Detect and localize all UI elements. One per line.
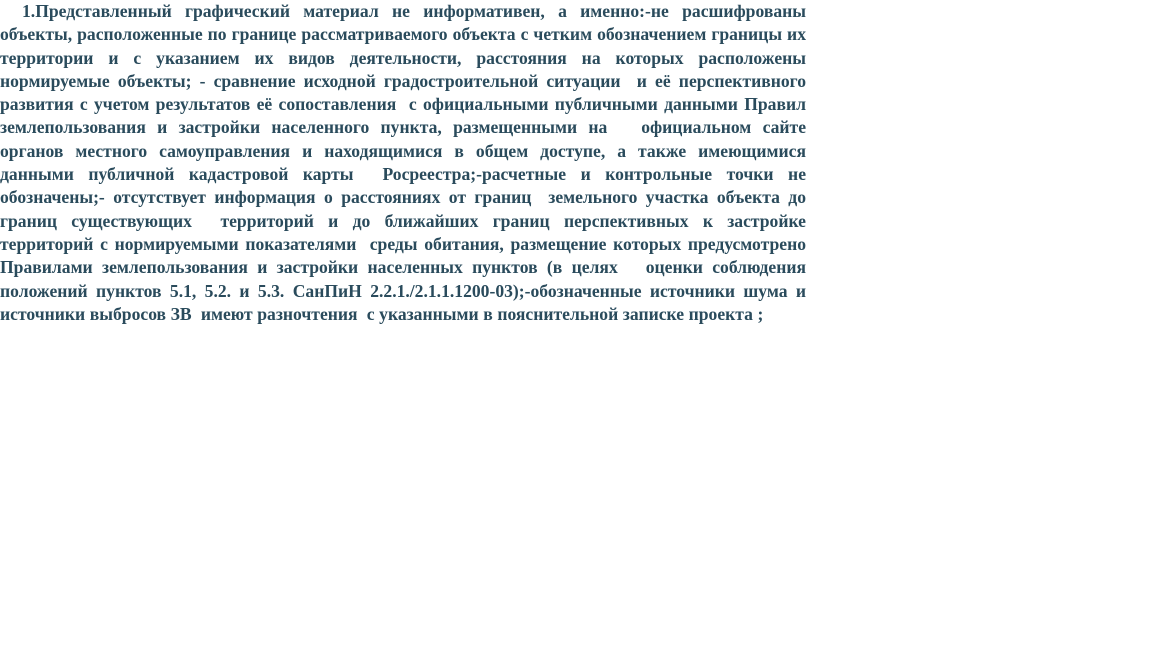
paragraph-1: 1.Представленный графический материал не информативен, а именно:-не расшифрованы объекты, расположенные по границе рассматриваемого объекта с четким обозначением границы их территории и с указанием их видов деятельности, расстояния на которых расположены нормируемые объекты; - сравнение исходной градостроительной ситуации и её перспективного развития с учетом результатов её сопоставления с официальными публичными данными Правил землепользования и застройки населенного пункта, размещенными на официальном сайте органов местного самоуправления и находящимися в общем доступе, а также имеющимися данными публичной кадастровой карты Росреестра;-расчетные и контрольные точки не обозначены;- отсутствует информация о расстояниях от границ земельного участка объекта до границ существующих территорий и до ближайших границ перспективных к застройке территорий с нормируемыми показателями среды обитания, размещение которых предусмотрено Правилами землепользования и застройки населенных пунктов (в целях оценки соблюдения положений пунктов 5.1, 5.2. и 5.3. СанПиН 2.2.1./2.1.1.1200-03);-обозначенные источники шума и источники выбросов ЗВ имеют разночтения с указанными в пояснительной записке проекта ; — [0, 1, 811, 324]
document-text-block — [0, 0, 811, 326]
